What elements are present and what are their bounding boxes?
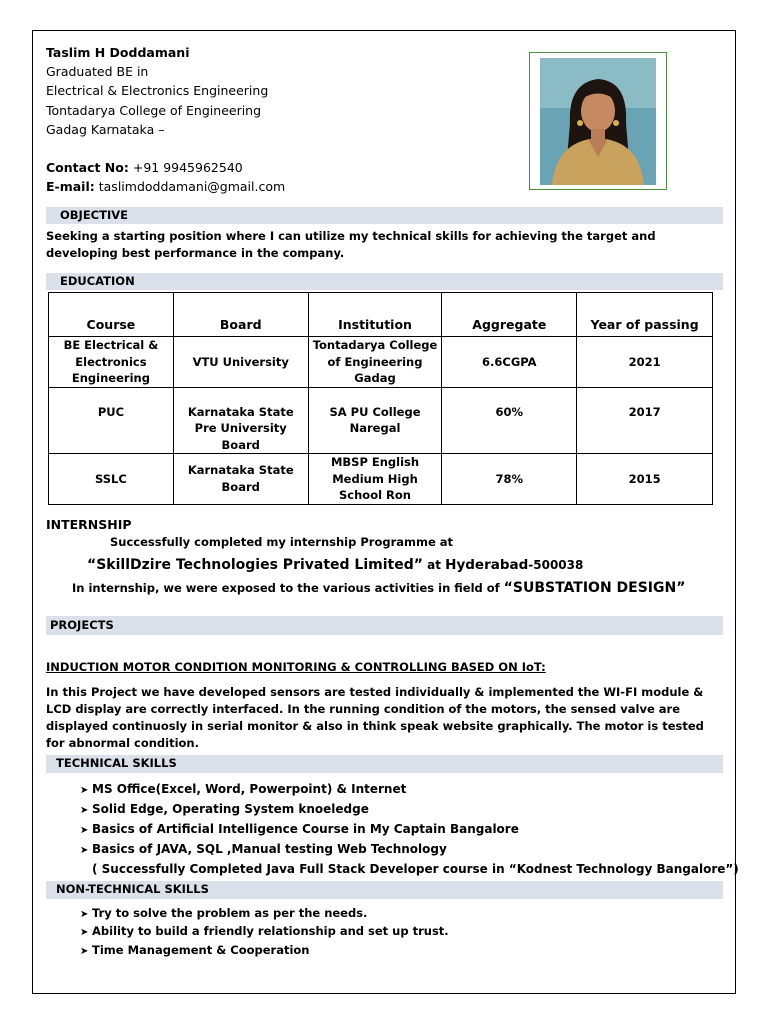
contact-line [46,158,243,177]
table-row [49,454,713,505]
non-technical-skills-title: NON-TECHNICAL SKILLS [56,882,209,896]
branch-line: Electrical & Electronics Engineering [46,83,269,98]
internship-pin: -500038 [528,558,584,572]
projects-title: PROJECTS [50,618,114,632]
cell-institution: MBSP English Medium High School Ron [308,454,442,505]
objective-title: OBJECTIVE [60,208,128,222]
cell-aggregate: 6.6CGPA [442,337,577,388]
cell-year: 2017 [577,387,713,454]
cell-year: 2021 [577,337,713,388]
cell-board: Karnataka State Board [173,454,308,505]
technical-skills-title: TECHNICAL SKILLS [56,756,177,770]
cell-institution: Tontadarya College of Engineering Gadag [308,337,442,388]
internship-title: INTERNSHIP [46,517,132,532]
profile-photo [529,52,667,190]
internship-field-prefix: In internship, we were exposed to the various activities in field of [72,581,504,595]
cell-course: PUC [49,387,174,454]
internship-field: “SUBSTATION DESIGN” [503,580,686,596]
email-label: E-mail: [46,179,95,194]
table-row [49,337,713,388]
education-header-row [49,293,713,337]
projects-section-header [46,616,723,635]
skill-text: Ability to build a friendly relationship and set up trust. [92,924,449,938]
skill-text: Try to solve the problem as per the needs. [92,906,368,920]
internship-company: “SkillDzire Technologies Privated Limited” [87,557,423,573]
education-table [48,292,713,505]
arrowhead-bullet-icon: ➤ [80,909,89,920]
arrowhead-bullet-icon: ➤ [80,805,89,816]
candidate-name: Taslim H Doddamani [46,45,190,60]
cell-aggregate: 60% [442,387,577,454]
technical-skills-section-header [46,755,723,773]
project-description: In this Project we have developed sensors are tested individually & implemented the WI-FI module & LCD display are correctly interfaced. In the running condition of the motors, the sensed valve are displayed continuosly in serial monitor & also in think speak website graphically. The motor is tested for abnormal condition. [46,685,704,750]
list-item [80,941,310,961]
table-row [49,387,713,454]
objective-section-header [46,207,723,224]
arrowhead-bullet-icon: ➤ [80,825,89,836]
internship-company-line [87,554,583,573]
list-item [80,779,406,801]
arrowhead-bullet-icon: ➤ [80,785,89,796]
cell-course: SSLC [49,454,174,505]
degree-line: Graduated BE in [46,64,149,79]
cell-board: VTU University [173,337,308,388]
list-item [80,922,449,942]
cell-aggregate: 78% [442,454,577,505]
skill-text: Basics of JAVA, SQL ,Manual testing Web Technology [92,842,447,856]
objective-text: Seeking a starting position where I can utilize my technical skills for achieving the target and developing best performance in the company. [46,229,656,260]
list-item [80,839,447,861]
skill-text: MS Office(Excel, Word, Powerpoint) & Internet [92,782,407,796]
college-line: Tontadarya College of Engineering [46,103,262,118]
education-section-header [46,273,723,290]
portrait-illustration [530,53,666,189]
location-line: Gadag Karnataka – [46,122,165,137]
list-item [80,819,519,841]
cell-board: Karnataka State Pre University Board [173,387,308,454]
skill-text: Solid Edge, Operating System knoeledge [92,802,369,816]
list-item [80,904,367,924]
internship-at: at [422,558,446,572]
arrowhead-bullet-icon: ➤ [80,927,89,938]
col-board: Board [173,293,308,337]
cell-institution: SA PU College Naregal [308,387,442,454]
email-value: taslimdoddamani@gmail.com [98,179,286,194]
non-technical-skills-section-header [46,881,723,899]
arrowhead-bullet-icon: ➤ [80,845,89,856]
project-title: INDUCTION MOTOR CONDITION MONITORING & CONTROLLING BASED ON IoT: [46,660,546,674]
skill-text: Time Management & Cooperation [92,943,310,957]
cell-year: 2015 [577,454,713,505]
contact-value: +91 9945962540 [132,160,243,175]
cell-course: BE Electrical & Electronics Engineering [49,337,174,388]
skill-text: Basics of Artificial Intelligence Course in My Captain Bangalore [92,822,519,836]
internship-line: Successfully completed my internship Programme at [110,535,454,549]
internship-field-line [72,577,685,596]
internship-city: Hyderabad [445,557,529,573]
col-course: Course [49,293,174,337]
skill-note: ( Successfully Completed Java Full Stack Developer course in “Kodnest Technology Bangalore”) [92,862,739,876]
arrowhead-bullet-icon: ➤ [80,946,89,957]
education-title: EDUCATION [60,274,135,288]
col-aggregate: Aggregate [442,293,577,337]
list-item [80,799,369,821]
col-institution: Institution [308,293,442,337]
email-line [46,177,285,196]
contact-label: Contact No: [46,160,129,175]
col-year: Year of passing [577,293,713,337]
